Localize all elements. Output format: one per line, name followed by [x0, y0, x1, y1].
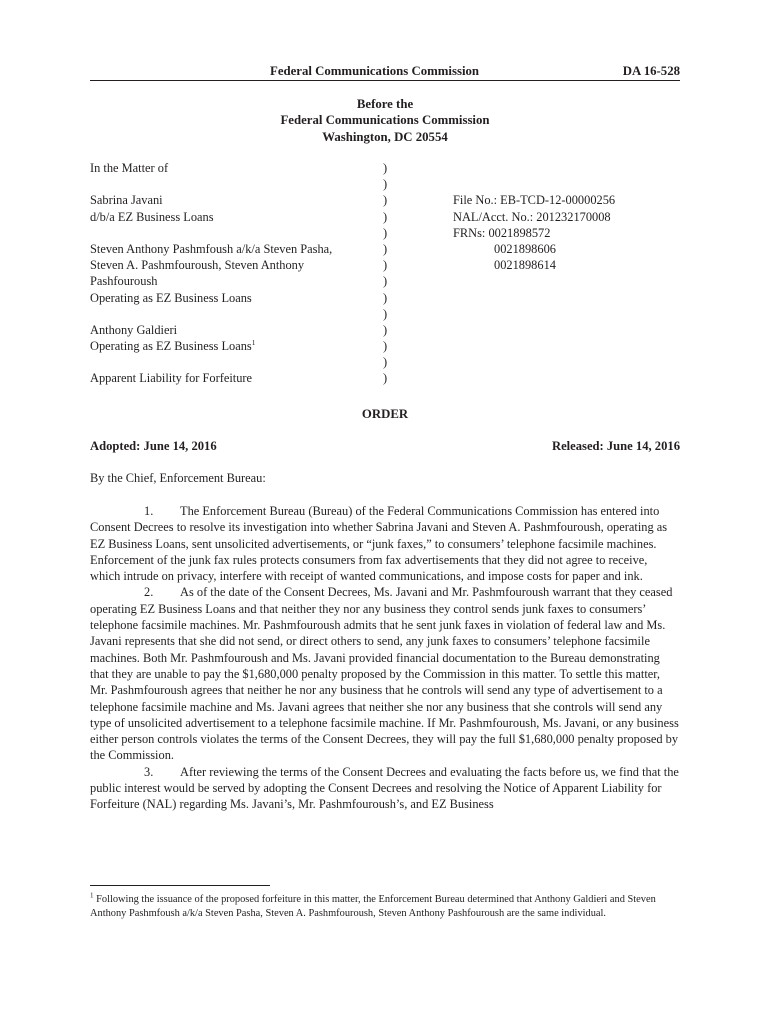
caption-line: d/b/a EZ Business Loans — [90, 209, 214, 224]
header-agency: Federal Communications Commission — [270, 64, 480, 78]
caption-parties — [90, 160, 380, 387]
frn-2: 0021898606 — [494, 241, 556, 256]
paragraph-1 — [90, 503, 680, 584]
caption-paren: ) — [383, 177, 388, 192]
caption-line-with-footnote — [90, 338, 380, 354]
footnote-separator — [90, 885, 270, 886]
caption-paren: ) — [383, 241, 388, 256]
released-date: Released: June 14, 2016 — [551, 439, 680, 453]
caption-paren: ) — [383, 193, 388, 208]
caption-paren: ) — [383, 274, 388, 289]
caption-paren: ) — [383, 258, 388, 273]
caption-paren: ) — [383, 290, 388, 305]
frn-3: 0021898614 — [494, 258, 556, 273]
paragraph-3 — [90, 764, 680, 813]
paragraph-number: 1. — [144, 504, 154, 518]
caption-line — [90, 176, 380, 192]
caption-line: Sabrina Javani — [90, 193, 163, 208]
paragraph-text: The Enforcement Bureau (Bureau) of the Federal Communications Commission has entered into Consent Decrees to resolve its investigation into whether Sabrina Javani and Steven A. Pashmfouroush, operating as EZ Business Loans, sent unsolicited advertisements, or “junk faxes,” to consumers’ telephone facsimile machines. Enforcement of the junk fax rules protects consumers from fax advertisements that they did not agree to receive, which intrude on privacy, interfere with receipt of wanted communications, and impose costs for paper and ink. — [90, 504, 668, 584]
before-line-1: Before the — [356, 97, 414, 111]
before-line-2: Federal Communications Commission — [280, 113, 490, 128]
caption-paren: ) — [383, 225, 388, 240]
caption-paren: ) — [383, 161, 388, 175]
caption-paren: ) — [383, 339, 388, 354]
paragraph-number: 2. — [144, 585, 154, 600]
caption-line: Operating as EZ Business Loans — [90, 290, 252, 305]
caption-paren: ) — [383, 355, 388, 370]
frn-1: FRNs: 0021898572 — [453, 225, 551, 240]
adopted-date: Adopted: June 14, 2016 — [90, 439, 217, 453]
order-body — [90, 503, 680, 813]
caption-line: Anthony Galdieri — [90, 322, 178, 337]
caption-line: In the Matter of — [90, 161, 169, 175]
header-doc-number: DA 16-528 — [622, 64, 680, 78]
header-rule — [90, 80, 680, 81]
caption-line: Steven A. Pashmfouroush, Steven Anthony — [90, 258, 305, 273]
caption-paren: ) — [383, 371, 388, 386]
caption-line: Operating as EZ Business Loans — [90, 339, 252, 354]
caption-line — [90, 354, 380, 370]
caption-line: Apparent Liability for Forfeiture — [90, 371, 253, 386]
caption-paren: ) — [383, 306, 388, 321]
before-block — [90, 96, 680, 145]
caption-line — [90, 306, 380, 322]
paragraph-number: 3. — [144, 764, 154, 779]
before-line-3: Washington, DC 20554 — [322, 129, 448, 144]
paragraph-text: As of the date of the Consent Decrees, Ms. Javani and Mr. Pashmfouroush warrant that they ceased operating EZ Business Loans and that neither they nor any business they control sends junk faxes to consumers’ telephone facsimile machines. Mr. Pashmfouroush admits that he sent junk faxes in violation of federal law and Ms. Javani represents that she did not send, or direct others to send, any junk faxes to consumers’ telephone facsimile machines. Both Mr. Pashmfouroush and Ms. Javani provided financial documentation to the Bureau demonstrating that they are unable to pay the $1,680,000 penalty proposed by the Commission in this matter. To settle this matter, Mr. Pashmfouroush agrees that neither he nor any business that he controls will send any type of advertisement to a telephone facsimile machine and Ms. Javani agrees that neither she nor any business that she controls will send any type of unsolicited advertisement to a telephone facsimile machine. If Mr. Pashmfouroush, Ms. Javani, or any business either person controls violates the terms of the Consent Decrees, they will pay the full $1,680,000 penalty proposed by the Commission. — [90, 585, 679, 763]
by-chief-line: By the Chief, Enforcement Bureau: — [90, 471, 266, 485]
paragraph-2 — [90, 584, 680, 763]
caption-paren: ) — [383, 209, 388, 224]
caption-line: Steven Anthony Pashmfoush a/k/a Steven Pasha, — [90, 241, 333, 256]
caption-file-info — [453, 192, 683, 273]
caption-paren: ) — [383, 322, 388, 337]
caption-parentheses — [383, 160, 395, 387]
caption-line: Pashfouroush — [90, 274, 158, 289]
footnote — [90, 893, 680, 921]
footnote-reference[interactable]: 1 — [251, 337, 256, 347]
footnote-marker: 1 — [90, 891, 94, 900]
paragraph-text: After reviewing the terms of the Consent Decrees and evaluating the facts before us, we find that the public interest would be served by adopting the Consent Decrees and resolving the Notice of Apparent Liability for Forfeiture (NAL) regarding Ms. Javani’s, Mr. Pashmfouroush’s, and EZ Business — [90, 764, 679, 812]
caption-line — [90, 225, 380, 241]
order-title: ORDER — [361, 407, 409, 421]
file-number: File No.: EB-TCD-12-00000256 — [453, 193, 616, 208]
footnote-text: Following the issuance of the proposed forfeiture in this matter, the Enforcement Bureau determined that Anthony Galdieri and Steven Anthony Pashmfoush a/k/a Steven Pasha, Steven A. Pashmfouroush, Steven Anthony Pashfouroush are the same individual. — [90, 894, 656, 919]
nal-account-number: NAL/Acct. No.: 201232170008 — [453, 209, 611, 224]
